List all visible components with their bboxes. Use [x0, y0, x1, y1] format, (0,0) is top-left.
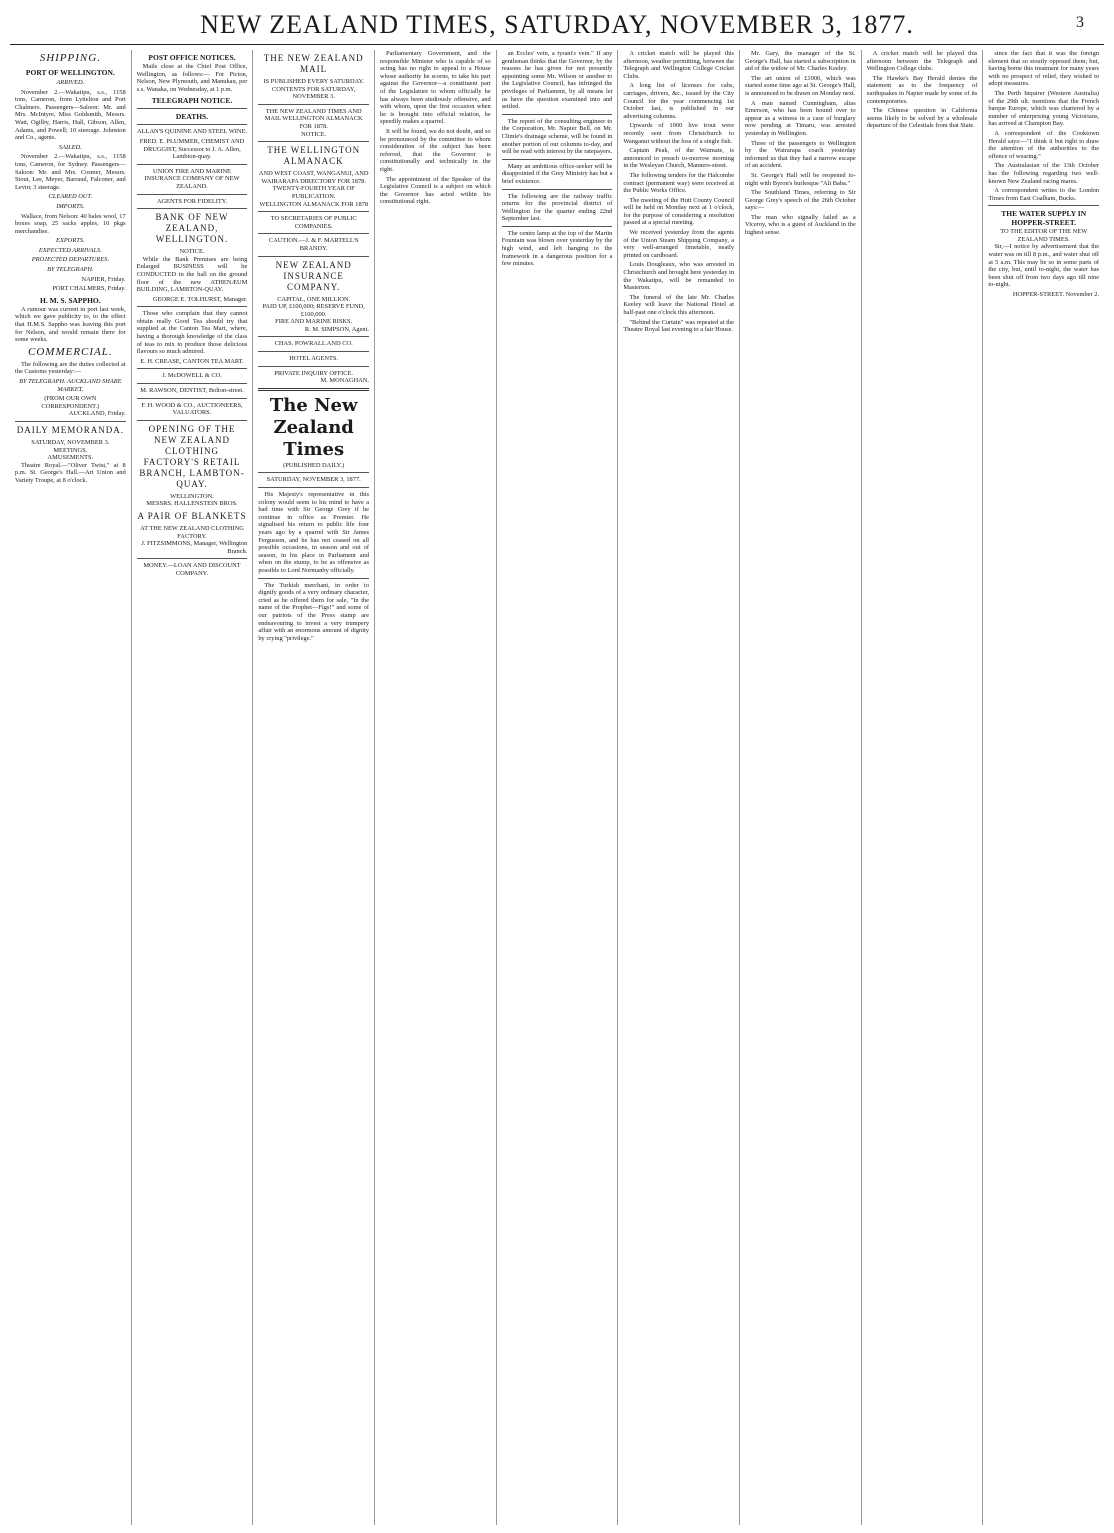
simpson: R. M. SIMPSON, Agent. — [304, 325, 370, 333]
col7-p7: The man who signally failed as a Viceroy, who is a guest of Auckland in the highest sense. — [745, 213, 856, 237]
auckland-sub: (FROM OUR OWN CORRESPONDENT.) — [41, 395, 100, 410]
opening-sub: WELLINGTON. — [170, 492, 214, 500]
post-office-text: Mails close at the Chief Post Office, Wellington, as follows:— For Picton, Nelson, New Plymouth, and Manukau, per s.s. Wanaka, on Wednesday, at 1 p.m. — [136, 63, 248, 93]
meetings-heading: MEETINGS. — [53, 446, 88, 454]
commercial-text: The following are the duties collected at the Customs yesterday:— — [15, 360, 126, 376]
newspaper-title: NEW ZEALAND TIMES, SATURDAY, NOVEMBER 3, 1877. — [200, 10, 914, 39]
col9-p4: The Australasian of the 13th October has the following regarding two well-known New Zealand racing mares. — [988, 162, 1100, 185]
column-2 — [132, 50, 254, 1525]
col8-p3: The Chinese question in California seems likely to be solved by a wholesale departure of the Celestials from that State. — [866, 107, 978, 130]
col7-p5: St. George's Hall will be reopened to-night with Byron's burlesque "Ali Baba." — [745, 171, 856, 187]
contents-heading: CONTENTS FOR SATURDAY, NOVEMBER 3. — [272, 85, 356, 101]
mcdowell-ad: J. McDOWELL & CO. — [162, 372, 222, 380]
almanack-twenty: TWENTY-FOURTH YEAR OF PUBLICATION. — [272, 185, 355, 200]
bank-text: While the Bank Premises are being Enlarged BUSINESS will be CONDUCTED in the hall on the ground floor of the new ATHENÆUM BUILDING, LAMBTON-QUAY. — [136, 255, 248, 294]
column-3 — [253, 50, 375, 1525]
column-8 — [862, 50, 984, 1525]
col4-p1: Parliamentary Government, and the responsible Minister who is capable of so acting has no right to appeal to a House whose authority he scorns, to take his part against the Governor—a constituent part of the Legislature to whom officially he has always been studiously offensive, and with whom, upon the first occasion when he is brought into official relation, he speedily makes a quarrel. — [380, 50, 491, 126]
col6-p2: A long list of licenses for cabs, carriages, drivers, &c., issued by the City Council for the year commencing 1st October last, is published in our advertising columns. — [623, 82, 735, 120]
col9-p5: A correspondent writes to the London Times from East Coalham, Bucks. — [988, 187, 1100, 202]
fidelity-ad: AGENTS FOR FIDELITY. — [156, 197, 228, 205]
col9-p1: since the fact that it was the foreign element that so stoutly opposed them; but, having borne this treatment for many years with no prospect of relief, they wished to adopt measures. — [988, 50, 1100, 88]
col5-p4: The following are the railway traffic returns for the provincial district of Wellington for the quarter ending 22nd September last. — [501, 192, 613, 223]
hms-heading: H. M. S. SAPPHO. — [40, 295, 101, 305]
plummer-ad: FRED. E. PLUMMER, CHEMIST AND DRUGGIST, Successor to J. A. Allen, Lambton-quay. — [139, 137, 245, 161]
fire-risks: FIRE AND MARINE RISKS. — [275, 318, 353, 326]
almanack-1878: WELLINGTON ALMANACK FOR 1878 — [259, 200, 369, 208]
telegraph-heading: BY TELEGRAPH. — [47, 266, 94, 274]
imports-text: Wallace, from Nelson: 40 bales wool, 17 boxes soap, 25 sacks apples, 10 pkgs merchandise. — [15, 212, 126, 235]
blankets: A PAIR OF BLANKETS — [137, 511, 247, 521]
col5-p3: Many an ambitious office-seeker will be disappointed if the Grey Ministry has but a brief existence. — [501, 162, 613, 185]
arrived-text: November 2.—Wakatipu, s.s., 1158 tons, Cameron, from Lyttelton and Port Chalmers. Passengers—Saloon: Mr. and Mrs. McIntyre, Miss Goldsmith, Messrs. Watt, Ogilby, Harris, Hall, Gibson, Allen, Adams, and Powell; 10 steerage. Johnston and Co., agents. — [15, 88, 126, 142]
paid-up: PAID UP, £100,000; RESERVE FUND, £100,000. — [262, 303, 365, 318]
wood-ad: F. H. WOOD & CO., AUCTIONEERS, VALUATORS. — [141, 401, 243, 417]
editorial-masthead: The New Zealand Times — [269, 394, 358, 460]
monaghan: M. MONAGHAN. — [320, 377, 370, 385]
inquiry-ad: PRIVATE INQUIRY OFFICE. — [274, 369, 353, 377]
page-number: 3 — [1076, 14, 1084, 31]
expected-heading: EXPECTED ARRIVALS. — [38, 246, 102, 254]
hms-text: A rumour was current in port last week, which we gave publicity to, to the effect that H.M.S. Sappho was leaving this port for Nelson, and would remain there for some weeks. — [15, 305, 126, 344]
commercial-heading: COMMERCIAL. — [28, 345, 113, 358]
deaths-heading: DEATHS. — [175, 112, 209, 122]
arrived-heading: ARRIVED. — [56, 79, 85, 86]
col8-p2: The Hawke's Bay Herald denies the statement as to the frequency of earthquakes in Napier made by some of its contemporaries. — [866, 74, 978, 105]
column-4 — [375, 50, 497, 1525]
opening-heading: OPENING OF THE NEW ZEALAND CLOTHING FACTORY'S RETAIL BRANCH, LAMBTON-QUAY. — [139, 423, 245, 489]
col6-p5: The following tenders for the Halcombe contract (permanent way) were received at the Public Works Office. — [623, 171, 735, 195]
col6-p6: The meeting of the Hutt County Council will be held on Monday next at 1 o'clock, for the purpose of considering a resolution passed at a special meeting. — [623, 196, 735, 227]
almanack-notice: NOTICE. — [301, 130, 327, 138]
cleared-heading: CLEARED OUT. — [48, 193, 93, 201]
water-signature: HOPPER-STREET. November 2. — [1012, 291, 1100, 299]
col6-p9: The funeral of the late Mr. Charles Keeley will leave the National Hotel at half-past one o'clock this afternoon. — [623, 293, 735, 316]
sailed-text: November 2.—Wakatipu, s.s., 1158 tons, Cameron, for Sydney. Passengers—Saloon: Mr. and Mrs. Cosmer, Messrs. Stout, Lee, Meyer, Barraud, Falconer, and Levin; 3 steerage. — [15, 153, 126, 191]
port-heading: PORT OF WELLINGTON. — [25, 68, 115, 77]
col4-p2: It will be found, we do not doubt, and so be pronounced by the committee to whom consideration of the subject has been referred, that the Governor is constitutionally and technically in the right. — [380, 127, 491, 173]
shipping-heading: SHIPPING. — [39, 52, 101, 64]
daily-memoranda-heading: DAILY MEMORANDA. — [16, 424, 124, 435]
bank-signature: GEORGE E. TOLHURST, Manager. — [152, 295, 248, 303]
column-1 — [10, 50, 132, 1525]
column-5 — [497, 50, 619, 1525]
daily-memoranda-date: SATURDAY, NOVEMBER 3. — [31, 438, 110, 446]
col6-p3: Upwards of 1000 live trout were recently sent from Christchurch to Wanganui without the loss of a single fish. — [623, 122, 735, 145]
projected-heading: PROJECTED DEPARTURES. — [31, 256, 109, 264]
amusements-text: Theatre Royal.—"Oliver Twist," at 8 p.m. St. George's Hall.—Art Union and Variety Troupe, at 8 o'clock. — [15, 461, 126, 484]
editorial-date: SATURDAY, NOVEMBER 3, 1877. — [266, 476, 361, 484]
bank-heading: BANK OF NEW ZEALAND, WELLINGTON. — [155, 212, 229, 245]
nz-insurance: NEW ZEALAND INSURANCE COMPANY. — [275, 259, 352, 292]
col7-p1: Mr. Gary, the manager of the St. George's Hall, has started a subscription in aid of the widow of Mr. Charles Keeley. — [745, 50, 856, 73]
port-chalmers-dateline: PORT CHALMERS, Friday. — [52, 285, 126, 293]
col7-p2: The art union of £1000, which was started some time ago at St. George's Hall, is announced to be drawn on Monday next. — [745, 74, 856, 97]
union-insurance-ad: UNION FIRE AND MARINE INSURANCE COMPANY OF NEW ZEALAND. — [144, 167, 240, 190]
hallenstein: MESSRS. HALLENSTEIN BROS. — [146, 500, 238, 508]
almanack-heading: THE NEW ZEALAND TIMES AND MAIL WELLINGTON ALMANACK FOR 1878. — [264, 107, 363, 130]
auckland-dateline: AUCKLAND, Friday. — [68, 410, 126, 418]
exports-heading: EXPORTS. — [56, 237, 85, 245]
column-6 — [618, 50, 740, 1525]
rawson-ad: M. RAWSON, DENTIST, Bolton-street. — [140, 387, 244, 395]
amusements-heading: AMUSEMENTS. — [47, 454, 94, 462]
col5-p1: an Eccles' vein, a tyrant's vein." If any gentleman thinks that the Governor, by the reasons he has given for not presently appointing some Mr. Wilson or another to the Legislative Council, has infringed the privileges of Parliament, by all means let us have the question examined into and settled. — [501, 50, 613, 111]
col7-p6: The Southland Times, referring to Sir George Grey's speech of the 26th October says:— — [745, 189, 856, 212]
tea-text: Those who complain that they cannot obtain really Good Tea should try that supplied at the Canton Tea Mart, where, having a thorough knowledge of the class of teas to mix to produce those delicious flavours so much admired. — [136, 310, 248, 356]
factory: AT THE NEW ZEALAND CLOTHING FACTORY. — [140, 525, 244, 540]
col4-p3: The appointment of the Speaker of the Legislative Council is a subject on which the Governor has acted within his constitutional right. — [380, 175, 491, 206]
col6-p4: Captain Peak, of the Waimate, is announced to preach to-morrow morning in the Wesleyan Church, Manners-street. — [623, 147, 735, 170]
secretaries-ad: TO SECRETARIES OF PUBLIC COMPANIES. — [270, 215, 357, 230]
columns — [10, 50, 1104, 1525]
bank-notice: NOTICE. — [179, 248, 205, 256]
column-7 — [740, 50, 862, 1525]
wellington-almanack: THE WELLINGTON ALMANACK — [267, 145, 361, 167]
col6-p1: A cricket match will be played this afternoon, weather permitting, between the Telegraph and Wellington College Cricket Clubs. — [623, 50, 735, 80]
caution-ad: CAUTION.—J. & F. MARTELL'S BRANDY. — [268, 237, 359, 252]
post-office-heading: POST OFFICE NOTICES. — [148, 53, 236, 62]
water-supply-heading: THE WATER SUPPLY IN HOPPER-STREET. — [1001, 209, 1087, 228]
allan-ad: ALLAN'S QUININE AND STEEL WINE. — [137, 128, 247, 136]
col6-p7: We received yesterday from the agents of the Union Steam Shipping Company, a very well-arranged timetable, neatly printed on cardboard. — [623, 229, 735, 259]
col9-p2: The Perth Inquirer (Western Australia) of the 29th ult. mentions that the French barque Europe, which was chartered by a number of enterprising young Victorians, has arrived at Champion Bay. — [988, 89, 1100, 128]
col6-p8: Louis Dougleaux, who was arrested in Christchurch and brought here yesterday in the Wakatipu, will be remanded to Masterton. — [623, 261, 735, 292]
auckland-heading: BY TELEGRAPH. AUCKLAND SHARE MARKET. — [19, 378, 122, 393]
crease-ad: E. H. CREASE, CANTON TEA MART. — [140, 357, 244, 365]
fitzsimmons: J. FITZSIMMONS, Manager, Wellington Branch. — [141, 540, 248, 555]
sailed-heading: SAILED. — [58, 143, 82, 151]
col5-p5: The centre lamp at the top of the Martin Fountain was blown over yesterday by the high wind, and left hanging to the framework in a dangerous position for a few minutes. — [501, 229, 613, 268]
mail-heading: THE NEW ZEALAND MAIL — [263, 53, 364, 74]
turk-text: The Turkish merchant, in order to dignify goods of a very ordinary character, cried as he offered them for sale, "In the name of the Prophet—Figs!" and some of our patriots of the Press stamp are endeavouring to invest a very trumpery affair with an enormous amount of dignity by crying "privilege." — [258, 581, 370, 642]
hotel-ad: HOTEL AGENTS. — [289, 355, 339, 363]
divider — [15, 421, 126, 422]
water-text: Sir,—I notice by advertisement that the water was on till 8 p.m., and water shut off at 5 a.m. This may be so in some parts of the city, but, until to-night, the water has been shut off from two days ago till nine to-night. — [988, 243, 1100, 289]
col7-p3: A man named Cunningham, alias Emerson, who has been bound over to appear as a witness in a case of burglary now pending at Timaru, was arrested yesterday in Wellington. — [745, 99, 856, 137]
editorial-sub: (PUBLISHED DAILY.) — [283, 461, 345, 469]
imports-heading: IMPORTS. — [56, 202, 85, 210]
col9-p3: A correspondent of the Cooktown Herald says:—"I think it but right to draw the attention of the authorities to the offence of wearing." — [988, 129, 1100, 160]
masthead — [0, 0, 1114, 44]
water-to-editor: TO THE EDITOR OF THE NEW ZEALAND TIMES. — [1000, 228, 1088, 243]
col5-p2: The report of the consulting engineer to the Corporation, Mr. Napier Bell, on Mr. Climie's drainage scheme, will be found in another portion of our columns to-day, and will be read with interest by the ratepayers. — [501, 117, 613, 156]
mail-sub: IS PUBLISHED EVERY SATURDAY. — [263, 78, 364, 85]
leader-text: His Majesty's representative in this colony would seem to his mind to have a bad time with Sir George Grey if he continue in office as Premier. He signalised his return to public life four years ago by a quarrel with Sir James Fergusson, and he has not ceased on all possible occasions, in season and out of season, in his place in Parliament and when on the stump, to be as offensive as possible to Lord Normanby officially. — [258, 491, 370, 574]
telegraph-notice-heading: TELEGRAPH NOTICE. — [151, 96, 233, 106]
col8-p1: A cricket match will be played this afternoon between the Telegraph and Wellington College clubs. — [866, 50, 978, 73]
masthead-rule — [10, 44, 1104, 45]
powrall-ad: CHAS. POWRALL AND CO. — [274, 340, 353, 348]
money-ad: MONEY.—LOAN AND DISCOUNT COMPANY. — [143, 562, 241, 577]
almanack-sub: AND WEST COAST, WANGANUI, AND WAIRARAPA DIRECTORY FOR 1878. — [258, 170, 369, 185]
column-9 — [983, 50, 1104, 1525]
col6-p10: "Behind the Curtain" was repeated at the Theatre Royal last evening to a fair House. — [623, 318, 735, 334]
napier-dateline: NAPIER, Friday. — [81, 275, 126, 283]
capital: CAPITAL, ONE MILLION. — [277, 295, 351, 303]
col7-p4: Three of the passengers to Wellington by the Wairarapa coach yesterday informed us that they had a narrow escape of an accident. — [745, 139, 856, 170]
